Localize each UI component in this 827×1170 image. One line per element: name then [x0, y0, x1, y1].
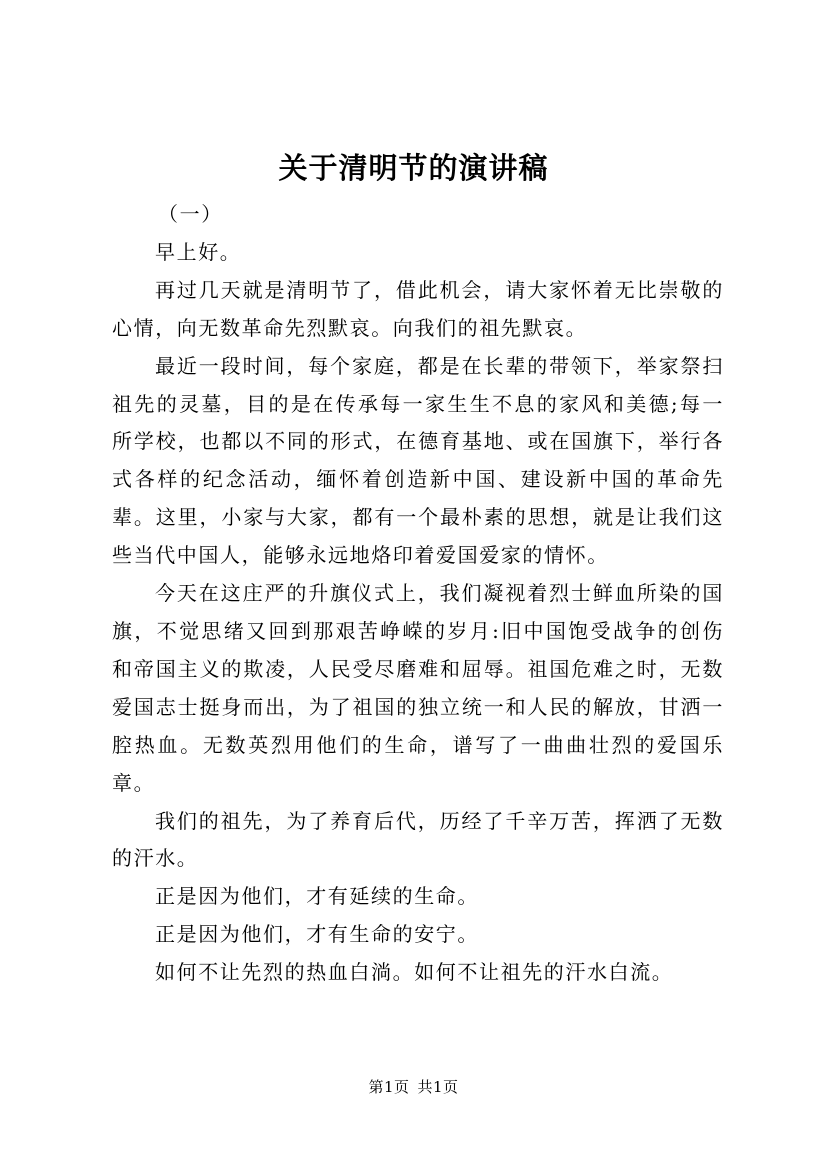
greeting-paragraph: 早上好。 — [155, 239, 242, 264]
page-footer — [0, 1077, 827, 1097]
document-title: 关于清明节的演讲稿 — [278, 151, 549, 185]
section-number: （一） — [158, 202, 223, 226]
body-paragraph-3: 今天在这庄严的升旗仪式上，我们凝视着烈士鲜血所染的国旗，不觉思绪又回到那艰苦峥嵘的岁月:旧中国饱受战争的创伤和帝国主义的欺凌，人民受尽磨难和屈辱。祖国危难之时，无数爱国志士挺身而出，为了祖国的独立统一和人民的解放，甘洒一腔热血。无数英烈用他们的生命，谱写了一曲曲壮烈的爱国乐章。 — [112, 581, 724, 795]
body-paragraph-7: 如何不让先烈的热血白淌。如何不让祖先的汗水白流。 — [155, 960, 674, 985]
body-paragraph-5: 正是因为他们，才有延续的生命。 — [155, 884, 479, 909]
body-paragraph-4: 我们的祖先，为了养育后代，历经了千辛万苦，挥洒了无数的汗水。 — [112, 808, 724, 871]
document-body — [112, 196, 724, 992]
page-number: 第1页 — [368, 1078, 410, 1096]
page-total: 共1页 — [417, 1078, 459, 1096]
body-paragraph-2: 最近一段时间，每个家庭，都是在长辈的带领下，举家祭扫祖先的灵墓，目的是在传承每一家生生不息的家风和美德;每一所学校，也都以不同的形式，在德育基地、或在国旗下，举行各式各样的纪念活动，缅怀着创造新中国、建设新中国的革命先辈。这里，小家与大家，都有一个最朴素的思想，就是让我们这些当代中国人，能够永远地烙印着爱国爱家的情怀。 — [112, 353, 724, 568]
body-paragraph-6: 正是因为他们，才有生命的安宁。 — [155, 922, 479, 947]
body-paragraph-1: 再过几天就是清明节了，借此机会，请大家怀着无比崇敬的心情，向无数革命先烈默哀。向我们的祖先默哀。 — [112, 277, 724, 340]
